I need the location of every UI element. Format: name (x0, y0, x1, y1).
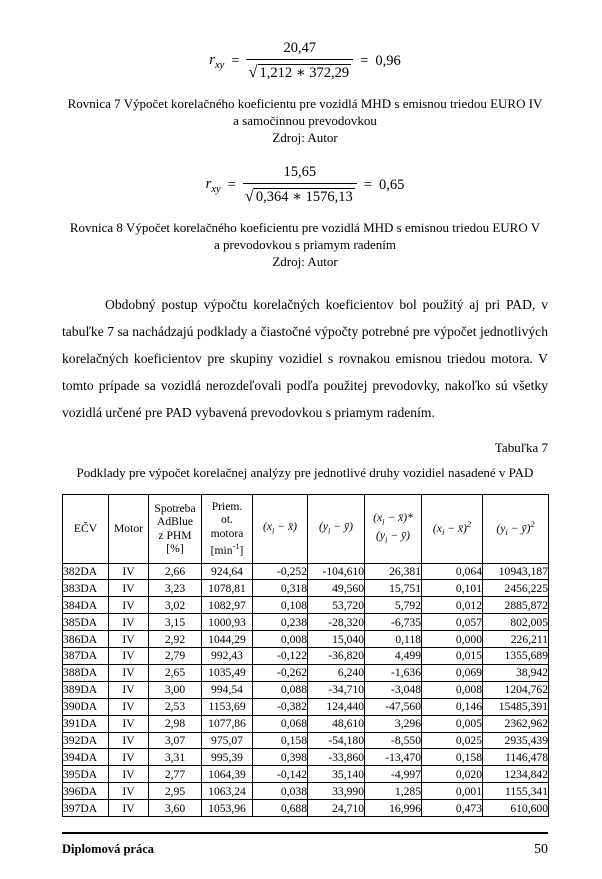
table-cell: 2,79 (149, 648, 202, 665)
table-cell: -28,320 (308, 614, 365, 631)
table-cell: IV (109, 783, 149, 800)
table-cell: IV (109, 698, 149, 715)
table-row (63, 800, 549, 817)
table-cell: 0,398 (253, 749, 308, 766)
table-label: Tabuľka 7 (494, 439, 548, 455)
table-cell: 2,53 (149, 698, 202, 715)
table-cell: -8,550 (365, 732, 422, 749)
equation-lhs: $r_{xy}$ (205, 175, 221, 195)
table-cell: -13,470 (365, 749, 422, 766)
table-cell: 2,95 (149, 783, 202, 800)
table-cell: 26,381 (365, 563, 422, 580)
table-cell: 0,473 (422, 800, 483, 817)
column-header: ($y_i$ − ȳ) (308, 494, 365, 563)
table-cell: 1078,81 (202, 580, 253, 597)
table-cell: -0,262 (253, 664, 308, 681)
table-cell: 0,025 (422, 732, 483, 749)
table-cell: 35,140 (308, 766, 365, 783)
table-cell: 391DA (63, 715, 109, 732)
table-row (63, 580, 549, 597)
table-cell: 1000,93 (202, 614, 253, 631)
table-cell: 385DA (63, 614, 109, 631)
table-cell: 0,318 (253, 580, 308, 597)
fraction-denominator (243, 184, 357, 206)
table-cell: IV (109, 563, 149, 580)
table-cell: 802,005 (483, 614, 549, 631)
table-cell: 0,005 (422, 715, 483, 732)
table-cell: IV (109, 749, 149, 766)
table-row (63, 715, 549, 732)
table-cell: 397DA (63, 800, 109, 817)
caption-line: Rovnica 8 Výpočet korelačného koeficientu pre vozidlá MHD s emisnou triedou EURO V (69, 220, 541, 235)
column-header: ($y_i$ − ȳ)$^2$ (483, 494, 549, 563)
sqrt-radicand: 0,364 ∗ 1576,13 (255, 189, 353, 205)
table-cell: IV (109, 631, 149, 648)
table-cell: 975,07 (202, 732, 253, 749)
table-cell: 0,000 (422, 631, 483, 648)
table-cell: 392DA (63, 732, 109, 749)
table-cell: -0,122 (253, 648, 308, 665)
sqrt-radicand: 1,212 ∗ 372,29 (259, 65, 350, 81)
table-header-row (63, 494, 549, 563)
page-content (62, 0, 548, 817)
table-cell: IV (109, 597, 149, 614)
table-cell: 4,499 (365, 648, 422, 665)
table-cell: 0,008 (422, 681, 483, 698)
table-cell: 0,001 (422, 783, 483, 800)
table-cell: -0,382 (253, 698, 308, 715)
table-cell: 2362,962 (483, 715, 549, 732)
equation-result: 0,65 (378, 176, 405, 193)
table-cell: -104,610 (308, 563, 365, 580)
table-cell: 2885,872 (483, 597, 549, 614)
table-row (63, 597, 549, 614)
column-header: Priem. ot. motora $[\min^{-1}]$ (202, 494, 253, 563)
table-cell: 1035,49 (202, 664, 253, 681)
table-cell: 0,088 (253, 681, 308, 698)
table-cell: 1153,69 (202, 698, 253, 715)
table-cell: 0,158 (422, 749, 483, 766)
table-row (63, 766, 549, 783)
table-cell: 16,996 (365, 800, 422, 817)
sqrt-radical-sign: √ (244, 186, 254, 205)
table-cell: IV (109, 664, 149, 681)
table-cell: 0,057 (422, 614, 483, 631)
table-cell: 390DA (63, 698, 109, 715)
table-cell: 995,39 (202, 749, 253, 766)
page-footer (62, 832, 548, 858)
table-row (63, 648, 549, 665)
source-line: Zdroj: Autor (272, 130, 338, 145)
equation-result: 0,96 (375, 52, 401, 69)
column-header: Spotreba AdBlue z PHM [%] (149, 494, 202, 563)
table-cell: 387DA (63, 648, 109, 665)
column-header: ($x_i$ − x̄)$^2$ (422, 494, 483, 563)
table-cell: 0,118 (365, 631, 422, 648)
table-cell: 1234,842 (483, 766, 549, 783)
table-cell: 1063,24 (202, 783, 253, 800)
table-cell: -4,997 (365, 766, 422, 783)
table-row (63, 664, 549, 681)
table-cell: 2,92 (149, 631, 202, 648)
table-cell: 0,012 (422, 597, 483, 614)
table-cell: 384DA (63, 597, 109, 614)
table-cell: 1146,478 (483, 749, 549, 766)
table-cell: IV (109, 681, 149, 698)
table-cell: 3,02 (149, 597, 202, 614)
table-cell: 2,66 (149, 563, 202, 580)
table-cell: IV (109, 766, 149, 783)
table-cell: 2935,439 (483, 732, 549, 749)
page-number: 50 (534, 842, 548, 857)
table-cell: 388DA (63, 664, 109, 681)
table-row (63, 631, 549, 648)
table-row (63, 783, 549, 800)
table-row (63, 681, 549, 698)
column-header: EČV (63, 494, 109, 563)
table-cell: IV (109, 648, 149, 665)
table-cell: 2,98 (149, 715, 202, 732)
table-row (63, 563, 549, 580)
column-header: ($x_i$ − x̄) (253, 494, 308, 563)
fraction-numerator: 15,65 (243, 164, 357, 184)
table-cell: 0,101 (422, 580, 483, 597)
table-cell: 0,020 (422, 766, 483, 783)
footer-document-title: Diplomová práca (62, 842, 155, 856)
fraction (246, 40, 353, 82)
table-cell: 48,610 (308, 715, 365, 732)
table-cell: 0,068 (253, 715, 308, 732)
table-cell: 124,440 (308, 698, 365, 715)
caption-line: Rovnica 7 Výpočet korelačného koeficientu pre vozidlá MHD s emisnou triedou EURO IV (67, 96, 543, 111)
table-cell: 382DA (63, 563, 109, 580)
body-paragraph: Obdobný postup výpočtu korelačných koeficientov bol použitý aj pri PAD, v tabuľke 7 sa nachádzajú podklady a čiastočné výpočty potrebné pre výpočet jednotlivých korelačných koeficientov pre skupiny vozidiel s rovnakou emisnou triedou motora. V tomto prípade sa vozidlá nerozdeľovali podľa použitej prevodovky, nakoľko sú všetky vozidlá určené pre PAD vybavená prevodovkou s priamym radením. (62, 297, 548, 420)
table-cell: -47,560 (365, 698, 422, 715)
equation-lhs: $r_{xy}$ (209, 51, 225, 71)
table-cell: 394DA (63, 749, 109, 766)
table-cell: 0,064 (422, 563, 483, 580)
table-cell: 3,15 (149, 614, 202, 631)
table-cell: 389DA (63, 681, 109, 698)
fraction (243, 164, 357, 206)
table-cell: 2,65 (149, 664, 202, 681)
sqrt-radical-sign: √ (248, 62, 258, 81)
table-cell: 5,792 (365, 597, 422, 614)
table-cell: 2,77 (149, 766, 202, 783)
table-cell: 3,296 (365, 715, 422, 732)
table-cell: 15,751 (365, 580, 422, 597)
table-cell: 0,008 (253, 631, 308, 648)
table-row (63, 732, 549, 749)
table-cell: 0,038 (253, 783, 308, 800)
table-cell: 992,43 (202, 648, 253, 665)
table-cell: 3,31 (149, 749, 202, 766)
table-cell: 1044,29 (202, 631, 253, 648)
table-cell: 0,146 (422, 698, 483, 715)
table-row (63, 698, 549, 715)
table-cell: 610,600 (483, 800, 549, 817)
table-cell: IV (109, 715, 149, 732)
table-cell: -36,820 (308, 648, 365, 665)
table-cell: 0,069 (422, 664, 483, 681)
equation-rovnica-7 (62, 0, 548, 82)
fraction-denominator (246, 60, 353, 82)
table-cell: 49,560 (308, 580, 365, 597)
equals-sign: = (363, 176, 372, 193)
table-cell: -1,636 (365, 664, 422, 681)
table-cell: 1082,97 (202, 597, 253, 614)
table-cell: 383DA (63, 580, 109, 597)
table-cell: 1355,689 (483, 648, 549, 665)
table-cell: 33,990 (308, 783, 365, 800)
table-cell: 10943,187 (483, 563, 549, 580)
table-cell: 924,64 (202, 563, 253, 580)
table-cell: 3,23 (149, 580, 202, 597)
table-cell: 1204,762 (483, 681, 549, 698)
table-row (63, 614, 549, 631)
table-cell: 1155,341 (483, 783, 549, 800)
table-cell: -6,735 (365, 614, 422, 631)
table-cell: 994,54 (202, 681, 253, 698)
source-line: Zdroj: Autor (272, 254, 338, 269)
equation-8-caption (62, 219, 548, 270)
table-caption: Podklady pre výpočet korelačnej analýzy pre jednotlivé druhy vozidiel nasadené v PAD (76, 464, 534, 480)
table-cell: 6,240 (308, 664, 365, 681)
caption-line: a prevodovkou s priamym radením (214, 237, 396, 252)
table-cell: IV (109, 580, 149, 597)
table-cell: 3,07 (149, 732, 202, 749)
table-cell: IV (109, 614, 149, 631)
table-cell: 1,285 (365, 783, 422, 800)
equals-sign: = (231, 52, 240, 69)
table-cell: 24,710 (308, 800, 365, 817)
table-cell: IV (109, 800, 149, 817)
table-cell: 0,238 (253, 614, 308, 631)
table-row (63, 749, 549, 766)
equation-7-caption (62, 95, 548, 146)
table-cell: -54,180 (308, 732, 365, 749)
table-cell: 1064,39 (202, 766, 253, 783)
table-cell: 2456,225 (483, 580, 549, 597)
column-header: ($x_i$ − x̄)* ($y_i$ − ȳ) (365, 494, 422, 563)
table-cell: 3,60 (149, 800, 202, 817)
table-cell: -3,048 (365, 681, 422, 698)
table-cell: 0,015 (422, 648, 483, 665)
table-cell: 3,00 (149, 681, 202, 698)
table-cell: 395DA (63, 766, 109, 783)
table-cell: -33,860 (308, 749, 365, 766)
table-cell: 53,720 (308, 597, 365, 614)
equation-rovnica-8 (62, 146, 548, 206)
table-cell: 1053,96 (202, 800, 253, 817)
table-cell: 226,211 (483, 631, 549, 648)
fraction-numerator: 20,47 (246, 40, 353, 60)
equals-sign: = (227, 176, 236, 193)
table-cell: 0,688 (253, 800, 308, 817)
table-cell: 38,942 (483, 664, 549, 681)
caption-line: a samočinnou prevodovkou (233, 113, 377, 128)
table-cell: IV (109, 732, 149, 749)
equals-sign: = (360, 52, 369, 69)
table-cell: -34,710 (308, 681, 365, 698)
table-cell: 1077,86 (202, 715, 253, 732)
correlation-data-table (62, 494, 549, 817)
column-header: Motor (109, 494, 149, 563)
table-cell: -0,252 (253, 563, 308, 580)
table-cell: 15,040 (308, 631, 365, 648)
table-cell: 15485,391 (483, 698, 549, 715)
table-cell: 386DA (63, 631, 109, 648)
table-cell: 0,158 (253, 732, 308, 749)
table-cell: -0,142 (253, 766, 308, 783)
table-cell: 396DA (63, 783, 109, 800)
table-cell: 0,108 (253, 597, 308, 614)
